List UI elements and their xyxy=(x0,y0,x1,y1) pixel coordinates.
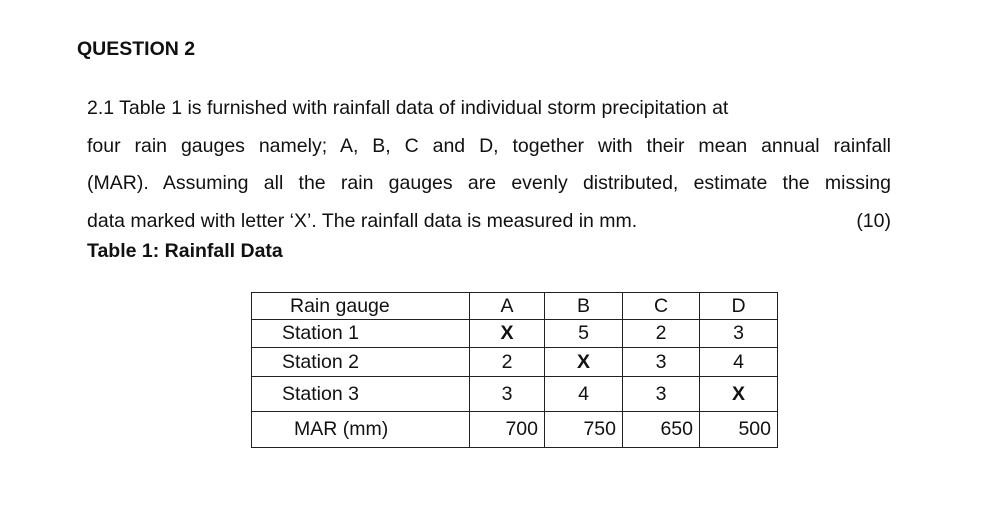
table-cell: X xyxy=(545,348,623,377)
header-cell-gauge: Rain gauge xyxy=(252,293,470,320)
table-cell: X xyxy=(700,377,778,412)
mar-cell: 650 xyxy=(623,412,700,448)
paragraph-line-3: (MAR). Assuming all the rain gauges are evenly distributed, estimate the missing xyxy=(87,172,891,194)
paragraph-line-4 xyxy=(87,203,891,241)
header-cell-a: A xyxy=(470,293,545,320)
table-cell: 3 xyxy=(623,377,700,412)
table-cell: 5 xyxy=(545,320,623,348)
paragraph-line-1: 2.1 Table 1 is furnished with rainfall data of individual storm precipitation at xyxy=(87,97,729,119)
row-label: Station 1 xyxy=(252,320,470,348)
table-row-mar xyxy=(252,412,778,448)
rainfall-table xyxy=(251,292,778,448)
mar-cell: 750 xyxy=(545,412,623,448)
table-cell: 3 xyxy=(700,320,778,348)
table-row xyxy=(252,320,778,348)
question-heading: QUESTION 2 xyxy=(77,38,196,60)
paragraph-line-2: four rain gauges namely; A, B, C and D, together with their mean annual rainfall xyxy=(87,134,891,157)
row-label: Station 2 xyxy=(252,348,470,377)
table-cell: X xyxy=(470,320,545,348)
table-row xyxy=(252,348,778,377)
table-row xyxy=(252,377,778,412)
header-cell-b: B xyxy=(545,293,623,320)
paragraph-line-4-text: data marked with letter ‘X’. The rainfall data is measured in mm. xyxy=(87,209,638,232)
table-cell: 4 xyxy=(700,348,778,377)
table-cell: 2 xyxy=(623,320,700,348)
mar-cell: 500 xyxy=(700,412,778,448)
mar-cell: 700 xyxy=(470,412,545,448)
marks-allocation: (10) xyxy=(856,209,891,232)
table-caption: Table 1: Rainfall Data xyxy=(87,240,283,262)
table-cell: 3 xyxy=(623,348,700,377)
table-cell: 2 xyxy=(470,348,545,377)
row-label: Station 3 xyxy=(252,377,470,412)
row-label-mar: MAR (mm) xyxy=(252,412,470,448)
table-cell: 4 xyxy=(545,377,623,412)
table-header-row xyxy=(252,293,778,320)
question-paragraph xyxy=(87,90,891,240)
table-cell: 3 xyxy=(470,377,545,412)
header-cell-c: C xyxy=(623,293,700,320)
header-cell-d: D xyxy=(700,293,778,320)
